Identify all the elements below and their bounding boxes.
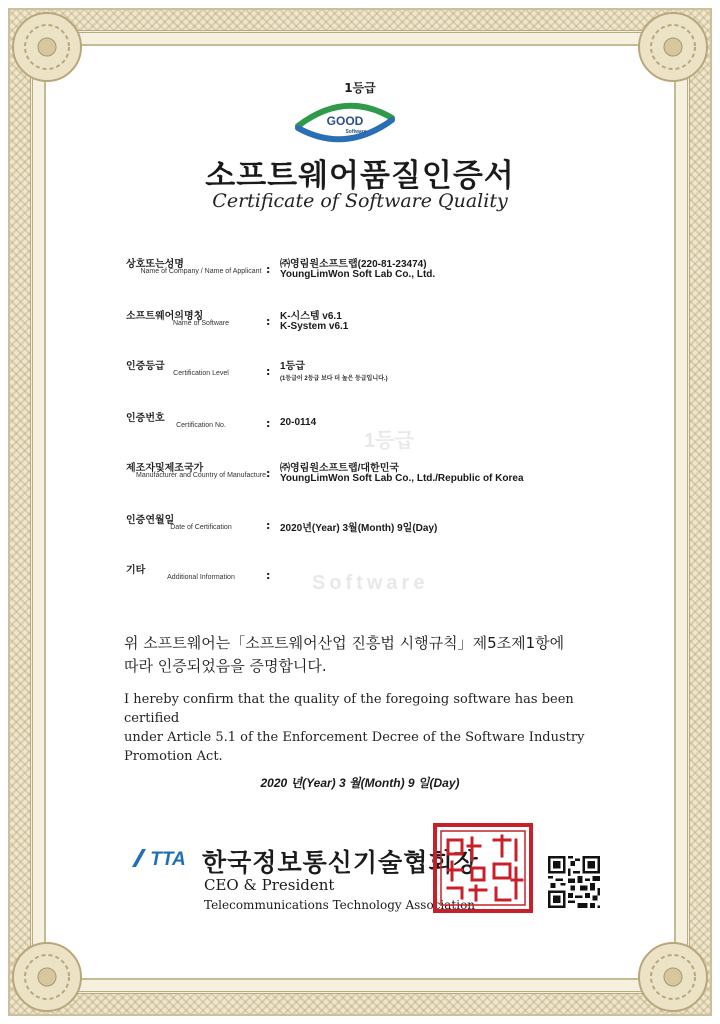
field-label-korean: 인증등급 <box>126 361 165 372</box>
field-value: 2020년(Year) 3월(Month) 9일(Day) <box>280 523 438 534</box>
watermark-software: Software <box>312 572 429 594</box>
field-value: 1등급 <box>280 361 305 372</box>
field-label-korean: 인증연월일 <box>126 515 175 526</box>
confirmation-line: 위 소프트웨어는「소프트웨어산업 진흥법 시행규칙」제5조제1항에 <box>124 634 565 652</box>
field-colon: : <box>266 315 271 328</box>
field-label-english: Manufacturer and Country of Manufacture <box>136 472 266 479</box>
field-label-english: Certification Level <box>173 370 229 377</box>
field-colon: : <box>266 365 271 378</box>
field-value-english: YoungLimWon Soft Lab Co., Ltd./Republic of Korea <box>280 473 524 484</box>
issuer-title: CEO & President <box>204 876 335 894</box>
field-value: ㈜영림원소프트랩(220-81-23474) <box>280 259 427 270</box>
logo-subtext: Software <box>345 129 367 135</box>
qr-code-icon <box>548 856 600 908</box>
issuer-org-english: Telecommunications Technology Association <box>204 898 476 912</box>
field-colon: : <box>266 569 271 582</box>
field-label-english: Name of Software <box>172 320 230 327</box>
field-label-english: Date of Certification <box>170 524 232 531</box>
field-label-english: Certification No. <box>176 422 226 429</box>
official-seal-stamp <box>432 822 534 914</box>
field-label-korean: 제조자및제조국가 <box>126 463 204 474</box>
confirmation-text-korean <box>124 632 624 678</box>
confirmation-text-english <box>124 690 614 766</box>
field-label-english: Name of Company / Name of Applicant <box>140 268 262 275</box>
field-value: K-시스템 v6.1 <box>280 311 342 322</box>
field-label-korean: 상호또는성명 <box>126 259 184 270</box>
confirmation-line: under Article 5.1 of the Enforcement Decree of the Software Industry <box>124 730 585 745</box>
field-value-english: YoungLimWon Soft Lab Co., Ltd. <box>280 269 436 280</box>
field-label-korean: 소프트웨어의명칭 <box>126 311 204 322</box>
logo-text: GOOD <box>326 114 364 128</box>
corner-ornament-icon <box>628 932 718 1022</box>
grade-label: 1등급 <box>344 81 376 95</box>
field-value: ㈜영림원소프트랩/대한민국 <box>280 463 400 474</box>
issuer-org-korean: 한국정보통신기술협회장 <box>202 848 479 877</box>
issue-date: 2020 년(Year) 3 월(Month) 9 일(Day) <box>260 776 460 790</box>
confirmation-line: Promotion Act. <box>124 749 223 764</box>
field-colon: : <box>266 417 271 430</box>
field-label-english: Additional Information <box>167 574 235 581</box>
confirmation-line: 따라 인증되었음을 증명합니다. <box>124 657 327 675</box>
field-colon: : <box>266 467 271 480</box>
tta-logo-text: TTA <box>150 849 186 869</box>
corner-ornament-icon <box>2 932 92 1022</box>
title-korean: 소프트웨어품질인증서 <box>205 158 515 194</box>
field-note: (1등급이 2등급 보다 더 높은 등급입니다.) <box>280 376 388 382</box>
watermark-grade: 1등급 <box>364 430 414 452</box>
title-english: Certificate of Software Quality <box>212 190 508 212</box>
field-value: 20-0114 <box>280 417 317 428</box>
confirmation-line: I hereby confirm that the quality of the foregoing software has been certified <box>124 692 574 726</box>
field-value-english: K-System v6.1 <box>280 321 349 332</box>
field-label-korean: 인증번호 <box>126 413 165 424</box>
field-colon: : <box>266 263 271 276</box>
tta-logo <box>130 847 196 869</box>
good-software-logo <box>290 96 400 146</box>
field-label-korean: 기타 <box>126 565 146 576</box>
field-colon: : <box>266 519 271 532</box>
